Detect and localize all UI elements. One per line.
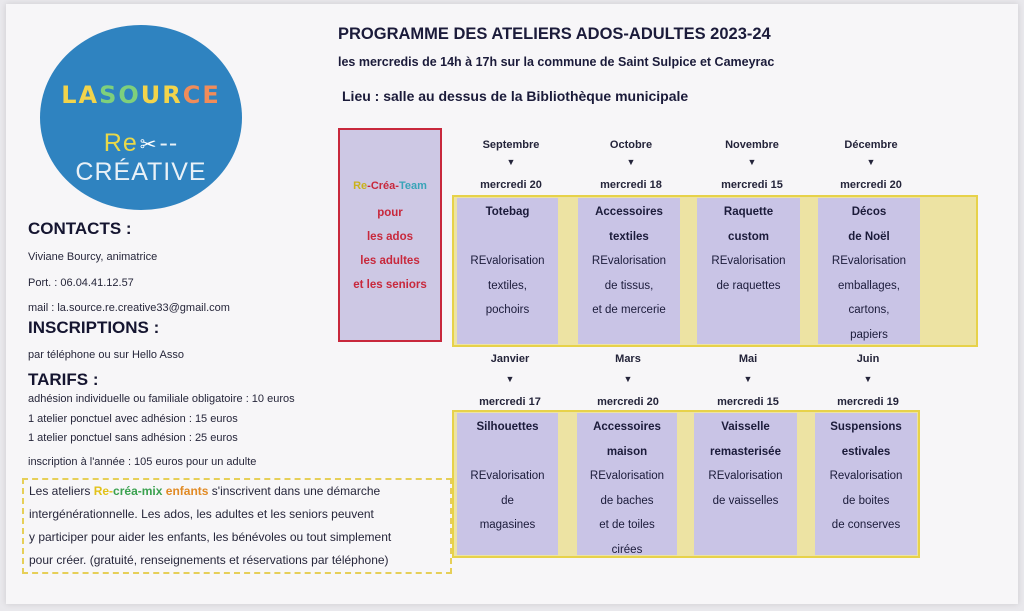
workshop-line: de baches: [600, 494, 654, 507]
chevron-down-icon: ▼: [506, 157, 516, 167]
workshop-card: [578, 198, 680, 344]
tarifs-heading: TARIFS :: [28, 370, 99, 389]
workshop-line: textiles,: [488, 279, 527, 292]
month-label: Mai: [738, 353, 758, 365]
team-line: les ados: [366, 231, 414, 243]
workshop-line: de raquettes: [716, 279, 781, 292]
workshop-line: Accessoires: [595, 206, 663, 218]
workshop-line: Totebag: [485, 206, 530, 218]
date-label: mercredi 15: [721, 179, 783, 191]
workshop-line: Silhouettes: [476, 421, 539, 433]
workshop-line: textiles: [609, 230, 649, 243]
date-label: mercredi 19: [837, 396, 899, 408]
workshop-card: [457, 413, 558, 555]
workshop-line: de conserves: [831, 519, 901, 531]
workshop-line: REvalorisation: [831, 255, 907, 267]
logo-part: LA: [61, 81, 100, 109]
team-line: pour: [377, 207, 403, 219]
chevron-down-icon: ▼: [743, 374, 753, 384]
workshop-line: papiers: [850, 328, 888, 341]
chevron-down-icon: ▼: [505, 374, 515, 384]
workshop-line: de tissus,: [604, 279, 654, 292]
note-re: Re: [93, 484, 110, 498]
month-label: Novembre: [725, 139, 779, 151]
logo-part: UR: [140, 81, 183, 109]
page-subtitle: les mercredis de 14h à 17h sur la commune de Saint Sulpice et Cameyrac: [338, 55, 775, 69]
scissors-icon: ✂: [139, 134, 158, 156]
chevron-down-icon: ▼: [747, 157, 757, 167]
workshop-line: de boites: [842, 494, 890, 507]
date-label: mercredi 20: [840, 179, 902, 191]
note-dash: -: [109, 484, 114, 498]
workshop-card: [694, 413, 797, 555]
workshop-line: Suspensions: [830, 421, 902, 433]
workshop-line: Raquette: [723, 206, 774, 218]
workshop-card: [457, 198, 558, 344]
logo-subtitle: [40, 129, 242, 187]
workshop-card: [815, 413, 917, 555]
logo-creative: --CRÉATIVE: [75, 129, 207, 186]
workshop-line: maison: [606, 445, 648, 458]
inscriptions-text: par téléphone ou sur Hello Asso: [28, 349, 184, 361]
team-crea: -Créa-: [367, 180, 399, 192]
note-box: [22, 478, 452, 574]
inscriptions-heading: INSCRIPTIONS :: [28, 318, 160, 337]
logo-part: CE: [182, 81, 221, 109]
workshop-card: [697, 198, 800, 344]
page-title: PROGRAMME DES ATELIERS ADOS-ADULTES 2023-24: [338, 25, 771, 43]
note-crea: créa: [113, 484, 138, 498]
month-label: Mars: [615, 353, 641, 365]
note-line: intergénérationnelle. Les ados, les adultes et les seniors peuvent: [29, 507, 374, 521]
month-label: Décembre: [844, 139, 898, 151]
team-line: et les seniors: [353, 279, 427, 291]
workshop-line: remasterisée: [710, 445, 781, 458]
team-box: [338, 128, 442, 342]
logo: [40, 25, 242, 210]
note-text: s'inscrivent dans une démarche: [208, 484, 381, 498]
note-line: y participer pour aider les enfants, les bénévoles ou tout simplement: [29, 530, 392, 544]
workshop-line: REvalorisation: [470, 470, 545, 482]
team-re: Re: [353, 180, 368, 192]
workshop-card: [577, 413, 677, 555]
tarif-line: 1 atelier ponctuel avec adhésion : 15 euros: [28, 413, 238, 425]
note-text: Les ateliers: [29, 484, 94, 498]
workshop-line: et de mercerie: [592, 304, 666, 316]
workshop-line: Décos: [851, 206, 887, 218]
workshop-line: REvalorisation: [591, 255, 667, 267]
workshop-line: estivales: [841, 445, 891, 458]
note-line: pour créer. (gratuité, renseignements et réservations par téléphone): [29, 553, 389, 567]
month-label: Octobre: [609, 139, 653, 151]
date-label: mercredi 20: [480, 179, 542, 191]
tarif-line: adhésion individuelle ou familiale obligatoire : 10 euros: [28, 393, 295, 405]
date-label: mercredi 18: [600, 179, 662, 191]
date-label: mercredi 15: [717, 396, 779, 408]
workshop-line: Vaisselle: [721, 421, 770, 433]
chevron-down-icon: ▼: [623, 374, 633, 384]
workshop-line: Revalorisation: [829, 470, 903, 482]
month-label: Janvier: [490, 353, 530, 365]
tarif-line: inscription à l'année : 105 euros pour un adulte: [28, 456, 257, 468]
chevron-down-icon: ▼: [626, 157, 636, 167]
team-title: [340, 180, 440, 192]
workshop-line: REvalorisation: [708, 470, 783, 482]
workshop-line: REvalorisation: [589, 470, 665, 482]
date-label: mercredi 20: [597, 396, 659, 408]
workshop-line: Accessoires: [593, 421, 661, 433]
workshop-line: cartons,: [848, 304, 890, 316]
workshop-line: REvalorisation: [711, 255, 786, 267]
date-label: mercredi 17: [479, 396, 541, 408]
contact-mail[interactable]: mail : la.source.re.creative33@gmail.com: [28, 302, 230, 314]
team-line: les adultes: [360, 255, 420, 267]
note-mix: mix: [141, 484, 163, 498]
workshop-line: de Noël: [848, 230, 890, 243]
workshop-line: custom: [728, 230, 769, 243]
logo-part: SO: [99, 81, 141, 109]
note-line: [29, 484, 380, 498]
contacts-heading: CONTACTS :: [28, 219, 132, 238]
workshop-line: pochoirs: [485, 304, 530, 316]
logo-re: Re: [103, 129, 138, 157]
workshop-line: cirées: [611, 543, 643, 556]
month-label: Septembre: [482, 139, 540, 151]
workshop-line: emballages,: [837, 279, 900, 292]
location: Lieu : salle au dessus de la Bibliothèque municipale: [342, 88, 689, 104]
workshop-line: et de toiles: [599, 519, 655, 531]
workshop-card: [818, 198, 920, 344]
logo-title: [40, 81, 242, 109]
chevron-down-icon: ▼: [866, 157, 876, 167]
month-label: Juin: [856, 353, 880, 365]
workshop-line: REvalorisation: [470, 255, 545, 267]
note-dash: -: [137, 484, 142, 498]
workshop-line: magasines: [479, 519, 536, 531]
chevron-down-icon: ▼: [863, 374, 873, 384]
contact-name: Viviane Bourcy, animatrice: [28, 251, 158, 263]
tarif-line: 1 atelier ponctuel sans adhésion : 25 euros: [28, 432, 238, 444]
contact-phone[interactable]: Port. : 06.04.41.12.57: [28, 277, 134, 289]
workshop-line: de: [501, 494, 514, 507]
team-team: Team: [398, 180, 427, 192]
workshop-line: de vaisselles: [712, 494, 779, 507]
note-enfants: enfants: [162, 484, 209, 498]
